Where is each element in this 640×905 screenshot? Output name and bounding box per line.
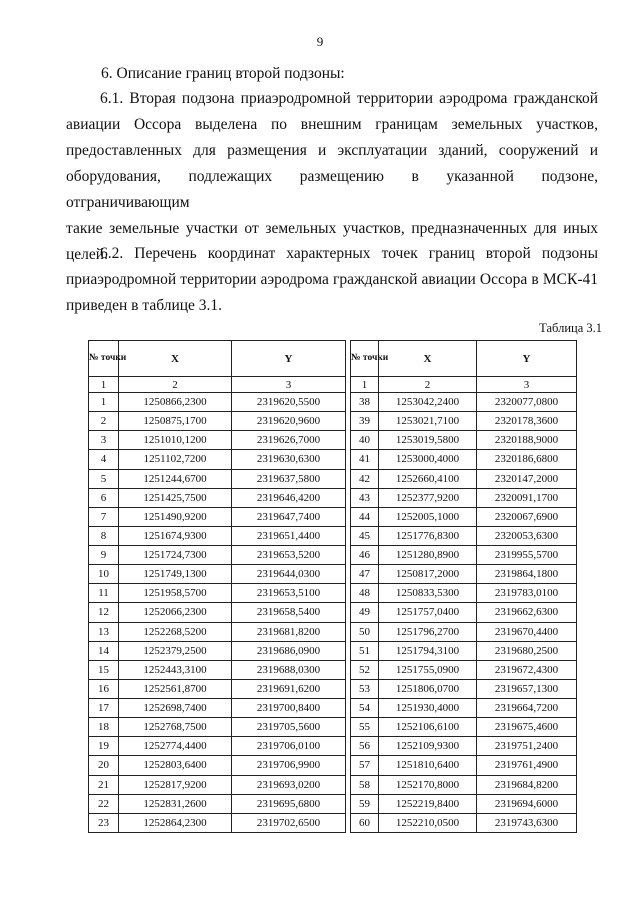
y-coordinate-cell: 2319761,4900: [477, 756, 577, 775]
paragraph-line: 6.2. Перечень координат характерных точек границ второй подзоны: [100, 245, 598, 262]
point-number-cell: 18: [89, 718, 119, 737]
point-number-cell: 42: [351, 469, 379, 488]
point-number-cell: 17: [89, 699, 119, 718]
y-coordinate-cell: 2319680,2500: [477, 641, 577, 660]
paragraph-line: приаэродромной территории аэродрома гражданской авиации Оссора в МСК-41: [66, 271, 598, 288]
header-col-index: 3: [477, 377, 577, 393]
point-number-cell: 9: [89, 546, 119, 565]
table-row: [89, 679, 346, 698]
paragraph-line: приведен в таблице 3.1.: [66, 297, 223, 314]
y-coordinate-cell: 2319864,1800: [477, 565, 577, 584]
table-row: [89, 622, 346, 641]
x-coordinate-cell: 1251280,8900: [379, 546, 477, 565]
point-number-cell: 10: [89, 565, 119, 584]
x-coordinate-cell: 1251749,1300: [119, 565, 232, 584]
table-row: [351, 584, 577, 603]
section-heading: 6. Описание границ второй подзоны:: [101, 65, 345, 82]
point-number-cell: 21: [89, 775, 119, 794]
coordinates-table-right: [350, 340, 577, 833]
page-number: 9: [316, 34, 324, 49]
table-row: [351, 622, 577, 641]
x-coordinate-cell: 1252066,2300: [119, 603, 232, 622]
y-coordinate-cell: 2320053,6300: [477, 526, 577, 545]
point-number-cell: 54: [351, 699, 379, 718]
header-col-index: 1: [89, 377, 119, 393]
x-coordinate-cell: 1252831,2600: [119, 794, 232, 813]
table-body: [89, 393, 346, 833]
x-coordinate-cell: 1250866,2300: [119, 393, 232, 412]
x-coordinate-cell: 1251244,6700: [119, 469, 232, 488]
table-row: [351, 431, 577, 450]
table-row: [351, 603, 577, 622]
x-coordinate-cell: 1251776,8300: [379, 526, 477, 545]
x-coordinate-cell: 1253019,5800: [379, 431, 477, 450]
point-number-cell: 7: [89, 507, 119, 526]
header-y: Y: [477, 341, 577, 377]
point-number-cell: 22: [89, 794, 119, 813]
table-row: [89, 603, 346, 622]
table-row: [89, 393, 346, 412]
table-row: [89, 813, 346, 832]
table-row: [89, 526, 346, 545]
y-coordinate-cell: 2319693,0200: [232, 775, 346, 794]
point-number-cell: 47: [351, 565, 379, 584]
table-row: [351, 775, 577, 794]
point-number-cell: 39: [351, 412, 379, 431]
point-number-cell: 40: [351, 431, 379, 450]
x-coordinate-cell: 1252268,5200: [119, 622, 232, 641]
table-row: [89, 699, 346, 718]
table-row: [89, 775, 346, 794]
y-coordinate-cell: 2319646,4200: [232, 488, 346, 507]
y-coordinate-cell: 2319743,6300: [477, 813, 577, 832]
table-row: [89, 565, 346, 584]
table-row: [351, 699, 577, 718]
x-coordinate-cell: 1252109,9300: [379, 737, 477, 756]
y-coordinate-cell: 2319653,5100: [232, 584, 346, 603]
table-row: [89, 737, 346, 756]
table-row: [89, 756, 346, 775]
y-coordinate-cell: 2319647,7400: [232, 507, 346, 526]
point-number-cell: 2: [89, 412, 119, 431]
table-row: [351, 450, 577, 469]
coordinates-table-left: [88, 340, 346, 833]
point-number-cell: 1: [89, 393, 119, 412]
point-number-cell: 38: [351, 393, 379, 412]
y-coordinate-cell: 2319702,6500: [232, 813, 346, 832]
point-number-cell: 60: [351, 813, 379, 832]
point-number-cell: 49: [351, 603, 379, 622]
y-coordinate-cell: 2319681,8200: [232, 622, 346, 641]
x-coordinate-cell: 1251806,0700: [379, 679, 477, 698]
point-number-cell: 8: [89, 526, 119, 545]
point-number-cell: 5: [89, 469, 119, 488]
table-row: [89, 641, 346, 660]
header-point-number: № точки: [89, 341, 119, 377]
point-number-cell: 56: [351, 737, 379, 756]
table-row: [351, 507, 577, 526]
x-coordinate-cell: 1253021,7100: [379, 412, 477, 431]
table-row: [351, 546, 577, 565]
y-coordinate-cell: 2320077,0800: [477, 393, 577, 412]
y-coordinate-cell: 2319688,0300: [232, 660, 346, 679]
paragraph-line: оборудования, подлежащих размещению в указанной подзоне, отграничивающим: [66, 168, 598, 211]
x-coordinate-cell: 1252768,7500: [119, 718, 232, 737]
y-coordinate-cell: 2319672,4300: [477, 660, 577, 679]
y-coordinate-cell: 2319955,5700: [477, 546, 577, 565]
y-coordinate-cell: 2319691,6200: [232, 679, 346, 698]
point-number-cell: 55: [351, 718, 379, 737]
point-number-cell: 50: [351, 622, 379, 641]
table-row: [89, 507, 346, 526]
x-coordinate-cell: 1251674,9300: [119, 526, 232, 545]
point-number-cell: 41: [351, 450, 379, 469]
x-coordinate-cell: 1252443,3100: [119, 660, 232, 679]
x-coordinate-cell: 1252005,1000: [379, 507, 477, 526]
paragraph-line: авиации Оссора выделена по внешним границам земельных участков,: [66, 116, 598, 133]
table-row: [351, 679, 577, 698]
point-number-cell: 52: [351, 660, 379, 679]
x-coordinate-cell: 1250817,2000: [379, 565, 477, 584]
x-coordinate-cell: 1252170,8000: [379, 775, 477, 794]
y-coordinate-cell: 2319651,4400: [232, 526, 346, 545]
table-row: [89, 469, 346, 488]
point-number-cell: 44: [351, 507, 379, 526]
table-row: [89, 546, 346, 565]
header-col-index: 2: [379, 377, 477, 393]
table-row: [351, 718, 577, 737]
y-coordinate-cell: 2319653,5200: [232, 546, 346, 565]
table-row: [351, 794, 577, 813]
x-coordinate-cell: 1251724,7300: [119, 546, 232, 565]
x-coordinate-cell: 1250833,5300: [379, 584, 477, 603]
point-number-cell: 3: [89, 431, 119, 450]
x-coordinate-cell: 1252864,2300: [119, 813, 232, 832]
point-number-cell: 11: [89, 584, 119, 603]
header-col-index: 3: [232, 377, 346, 393]
y-coordinate-cell: 2319686,0900: [232, 641, 346, 660]
x-coordinate-cell: 1251490,9200: [119, 507, 232, 526]
x-coordinate-cell: 1251757,0400: [379, 603, 477, 622]
point-number-cell: 59: [351, 794, 379, 813]
point-number-cell: 16: [89, 679, 119, 698]
point-number-cell: 15: [89, 660, 119, 679]
x-coordinate-cell: 1251796,2700: [379, 622, 477, 641]
x-coordinate-cell: 1252561,8700: [119, 679, 232, 698]
x-coordinate-cell: 1252219,8400: [379, 794, 477, 813]
x-coordinate-cell: 1252106,6100: [379, 718, 477, 737]
y-coordinate-cell: 2320186,6800: [477, 450, 577, 469]
y-coordinate-cell: 2319700,8400: [232, 699, 346, 718]
y-coordinate-cell: 2319694,6000: [477, 794, 577, 813]
x-coordinate-cell: 1251755,0900: [379, 660, 477, 679]
y-coordinate-cell: 2319670,4400: [477, 622, 577, 641]
y-coordinate-cell: 2319751,2400: [477, 737, 577, 756]
table-row: [89, 718, 346, 737]
x-coordinate-cell: 1253042,2400: [379, 393, 477, 412]
y-coordinate-cell: 2319675,4600: [477, 718, 577, 737]
paragraph-6-2: [66, 241, 598, 319]
x-coordinate-cell: 1251102,7200: [119, 450, 232, 469]
table-body: [351, 393, 577, 833]
table-row: [351, 565, 577, 584]
point-number-cell: 43: [351, 488, 379, 507]
header-col-index: 2: [119, 377, 232, 393]
table-row: [89, 412, 346, 431]
y-coordinate-cell: 2319626,7000: [232, 431, 346, 450]
y-coordinate-cell: 2319658,5400: [232, 603, 346, 622]
paragraph-line: предоставленных для размещения и эксплуатации зданий, сооружений и: [66, 142, 598, 159]
y-coordinate-cell: 2320147,2000: [477, 469, 577, 488]
table-row: [89, 794, 346, 813]
point-number-cell: 6: [89, 488, 119, 507]
point-number-cell: 48: [351, 584, 379, 603]
x-coordinate-cell: 1252379,2500: [119, 641, 232, 660]
table-row: [351, 660, 577, 679]
x-coordinate-cell: 1252660,4100: [379, 469, 477, 488]
table-row: [89, 488, 346, 507]
table-row: [351, 393, 577, 412]
table-row: [89, 431, 346, 450]
x-coordinate-cell: 1252377,9200: [379, 488, 477, 507]
y-coordinate-cell: 2319620,9600: [232, 412, 346, 431]
point-number-cell: 14: [89, 641, 119, 660]
paragraph-line: 6.1. Вторая подзона приаэродромной территории аэродрома гражданской: [100, 90, 598, 107]
y-coordinate-cell: 2319705,5600: [232, 718, 346, 737]
y-coordinate-cell: 2319664,7200: [477, 699, 577, 718]
table-row: [351, 737, 577, 756]
x-coordinate-cell: 1252698,7400: [119, 699, 232, 718]
y-coordinate-cell: 2319620,5500: [232, 393, 346, 412]
y-coordinate-cell: 2320188,9000: [477, 431, 577, 450]
table-row: [89, 584, 346, 603]
paragraph-line: такие земельные участки от земельных участков, предназначенных для иных: [66, 220, 598, 237]
x-coordinate-cell: 1251425,7500: [119, 488, 232, 507]
y-coordinate-cell: 2319657,1300: [477, 679, 577, 698]
y-coordinate-cell: 2319630,6300: [232, 450, 346, 469]
x-coordinate-cell: 1251810,6400: [379, 756, 477, 775]
table-row: [351, 641, 577, 660]
table-row: [89, 660, 346, 679]
point-number-cell: 13: [89, 622, 119, 641]
x-coordinate-cell: 1252803,6400: [119, 756, 232, 775]
y-coordinate-cell: 2319644,0300: [232, 565, 346, 584]
point-number-cell: 19: [89, 737, 119, 756]
y-coordinate-cell: 2319662,6300: [477, 603, 577, 622]
paragraph-line: целей.: [66, 246, 108, 263]
table-row: [351, 526, 577, 545]
x-coordinate-cell: 1250875,1700: [119, 412, 232, 431]
point-number-cell: 51: [351, 641, 379, 660]
table-row: [351, 813, 577, 832]
y-coordinate-cell: 2320091,1700: [477, 488, 577, 507]
x-coordinate-cell: 1251794,3100: [379, 641, 477, 660]
x-coordinate-cell: 1252774,4400: [119, 737, 232, 756]
point-number-cell: 53: [351, 679, 379, 698]
point-number-cell: 57: [351, 756, 379, 775]
y-coordinate-cell: 2319684,8200: [477, 775, 577, 794]
point-number-cell: 46: [351, 546, 379, 565]
y-coordinate-cell: 2319706,0100: [232, 737, 346, 756]
y-coordinate-cell: 2320178,3600: [477, 412, 577, 431]
point-number-cell: 45: [351, 526, 379, 545]
x-coordinate-cell: 1251958,5700: [119, 584, 232, 603]
header-y: Y: [232, 341, 346, 377]
y-coordinate-cell: 2319695,6800: [232, 794, 346, 813]
y-coordinate-cell: 2319783,0100: [477, 584, 577, 603]
table-caption: Таблица 3.1: [539, 321, 602, 335]
header-x: X: [119, 341, 232, 377]
table-row: [351, 469, 577, 488]
table-row: [89, 450, 346, 469]
table-row: [351, 756, 577, 775]
y-coordinate-cell: 2319637,5800: [232, 469, 346, 488]
point-number-cell: 12: [89, 603, 119, 622]
y-coordinate-cell: 2320067,6900: [477, 507, 577, 526]
header-x: X: [379, 341, 477, 377]
x-coordinate-cell: 1251930,4000: [379, 699, 477, 718]
table-row: [351, 412, 577, 431]
x-coordinate-cell: 1252817,9200: [119, 775, 232, 794]
y-coordinate-cell: 2319706,9900: [232, 756, 346, 775]
x-coordinate-cell: 1251010,1200: [119, 431, 232, 450]
point-number-cell: 4: [89, 450, 119, 469]
table-row: [351, 488, 577, 507]
point-number-cell: 58: [351, 775, 379, 794]
header-point-number: № точки: [351, 341, 379, 377]
point-number-cell: 23: [89, 813, 119, 832]
point-number-cell: 20: [89, 756, 119, 775]
header-col-index: 1: [351, 377, 379, 393]
x-coordinate-cell: 1253000,4000: [379, 450, 477, 469]
x-coordinate-cell: 1252210,0500: [379, 813, 477, 832]
